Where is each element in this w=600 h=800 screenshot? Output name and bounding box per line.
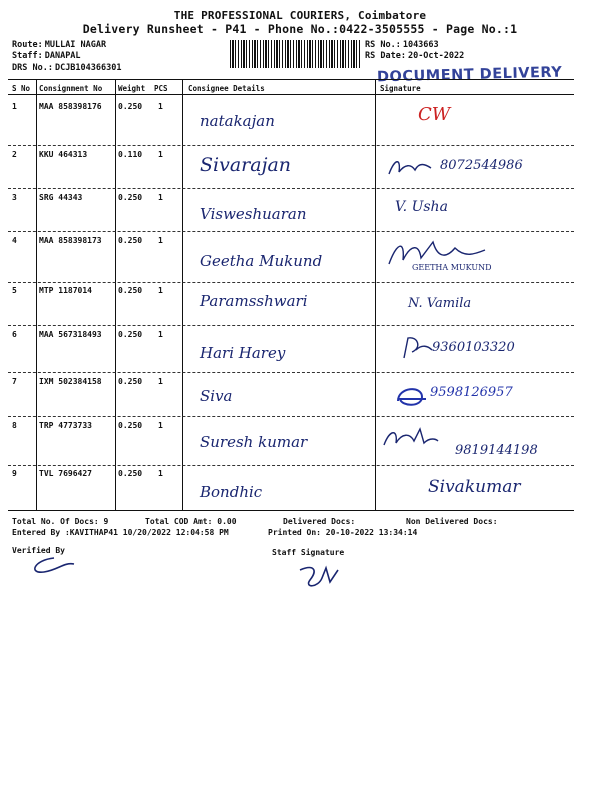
rs-no-info [365, 40, 439, 50]
total-cod: Total COD Amt: 0.00 [145, 517, 237, 526]
staff-label: Staff: [12, 51, 43, 61]
row-signature-phone: 9360103320 [432, 340, 515, 355]
delivered-docs: Delivered Docs: [283, 517, 356, 526]
row-signature-phone: 9598126957 [430, 385, 513, 400]
col-header-weight: Weight [118, 84, 146, 93]
route-label: Route: [12, 40, 43, 50]
row-consignee: Sivarajan [200, 154, 292, 176]
total-docs: Total No. Of Docs: 9 [12, 517, 109, 526]
rs-no-value: 1043663 [402, 40, 439, 50]
signature-scribble [392, 383, 432, 409]
row-separator [8, 372, 574, 373]
row-weight: 0.250 [118, 330, 143, 339]
table-bottom-rule [8, 510, 574, 511]
row-pcs: 1 [158, 193, 163, 202]
staff-info [12, 51, 81, 61]
row-consignment: MAA 567318493 [39, 330, 102, 339]
rs-date-value: 20-Oct-2022 [407, 51, 465, 61]
row-consignee: Geetha Mukund [200, 252, 323, 270]
row-pcs: 1 [158, 150, 163, 159]
route-info [12, 40, 106, 50]
row-consignee: Bondhic [200, 483, 263, 501]
runsheet-title: Delivery Runsheet - P41 - Phone No.:0422-3505555 - Page No.:1 [82, 22, 518, 36]
row-sno: 9 [12, 469, 17, 478]
table-row [0, 236, 600, 282]
barcode-image [230, 40, 360, 68]
row-weight: 0.110 [118, 150, 143, 159]
row-consignment: MAA 858398173 [39, 236, 102, 245]
row-sno: 2 [12, 150, 17, 159]
row-consignment: MAA 858398176 [39, 102, 102, 111]
row-weight: 0.250 [118, 286, 143, 295]
row-sno: 6 [12, 330, 17, 339]
company-title: THE PROFESSIONAL COURIERS, Coimbatore [173, 9, 427, 22]
row-pcs: 1 [158, 330, 163, 339]
table-row [0, 193, 600, 239]
staff-signature-scribble [292, 560, 352, 592]
row-sno: 3 [12, 193, 17, 202]
row-signature: GEETHA MUKUND [412, 263, 492, 272]
table-row [0, 421, 600, 467]
row-separator [8, 282, 574, 283]
signature-scribble [380, 427, 440, 449]
row-pcs: 1 [158, 102, 163, 111]
row-weight: 0.250 [118, 469, 143, 478]
row-separator [8, 188, 574, 189]
row-signature: N. Vamila [408, 296, 472, 311]
drs-value: DCJB104366301 [54, 63, 122, 73]
verifier-signature-scribble [24, 552, 84, 578]
signature-scribble [385, 154, 435, 182]
row-signature: V. Usha [395, 199, 448, 215]
staff-value: DANAPAL [44, 51, 81, 61]
row-separator [8, 325, 574, 326]
row-weight: 0.250 [118, 421, 143, 430]
row-pcs: 1 [158, 377, 163, 386]
col-header-consignee: Consignee Details [188, 84, 265, 93]
drs-info [12, 63, 121, 73]
rs-date-label: RS Date: [365, 51, 406, 61]
row-weight: 0.250 [118, 193, 143, 202]
table-header-rule [8, 94, 574, 95]
row-weight: 0.250 [118, 102, 143, 111]
row-consignment: IXM 502384158 [39, 377, 102, 386]
non-delivered-docs: Non Delivered Docs: [406, 517, 498, 526]
printed-on: Printed On: 20-10-2022 13:34:14 [268, 528, 418, 537]
row-signature-phone: 8072544986 [440, 158, 523, 173]
entered-by: Entered By :KAVITHAP41 10/20/2022 12:04:58 PM [12, 528, 229, 537]
row-separator [8, 416, 574, 417]
row-consignee: Visweshuaran [200, 205, 307, 223]
table-top-rule [8, 79, 574, 80]
table-row [0, 102, 600, 148]
document-delivery-stamp: DOCUMENT DELIVERY [376, 64, 563, 86]
rs-no-label: RS No.: [365, 40, 401, 50]
rs-date-info [365, 51, 464, 61]
row-consignment: SRG 44343 [39, 193, 83, 202]
row-consignee: Suresh kumar [200, 433, 308, 451]
row-pcs: 1 [158, 236, 163, 245]
row-separator [8, 465, 574, 466]
table-row [0, 150, 600, 196]
row-pcs: 1 [158, 469, 163, 478]
route-value: MULLAI NAGAR [44, 40, 107, 50]
row-weight: 0.250 [118, 377, 143, 386]
row-separator [8, 231, 574, 232]
row-signature: CW [418, 104, 451, 125]
row-consignee: natakajan [200, 112, 275, 130]
row-sno: 1 [12, 102, 17, 111]
row-consignee: Hari Harey [200, 344, 286, 362]
row-sno: 8 [12, 421, 17, 430]
row-consignee: Siva [200, 387, 233, 405]
drs-label: DRS No.: [12, 63, 53, 73]
col-header-signature: Signature [380, 84, 421, 93]
verified-by-label: Verified By [12, 546, 65, 555]
row-separator [8, 145, 574, 146]
table-row [0, 469, 600, 515]
row-signature-phone: 9819144198 [455, 443, 538, 458]
row-consignment: KKU 464313 [39, 150, 88, 159]
row-consignment: TRP 4773733 [39, 421, 92, 430]
row-sno: 4 [12, 236, 17, 245]
table-row [0, 330, 600, 376]
row-weight: 0.250 [118, 236, 143, 245]
row-sno: 5 [12, 286, 17, 295]
row-pcs: 1 [158, 286, 163, 295]
row-consignment: MTP 1187014 [39, 286, 92, 295]
row-signature: Sivakumar [428, 477, 521, 497]
row-consignment: TVL 7696427 [39, 469, 92, 478]
row-pcs: 1 [158, 421, 163, 430]
row-sno: 7 [12, 377, 17, 386]
col-header-pcs: PCS [154, 84, 168, 93]
col-header-sno: S No [12, 84, 31, 93]
staff-signature-label: Staff Signature [272, 548, 345, 557]
col-header-consignment: Consignment No [39, 84, 103, 93]
row-consignee: Paramsshwari [200, 292, 308, 310]
